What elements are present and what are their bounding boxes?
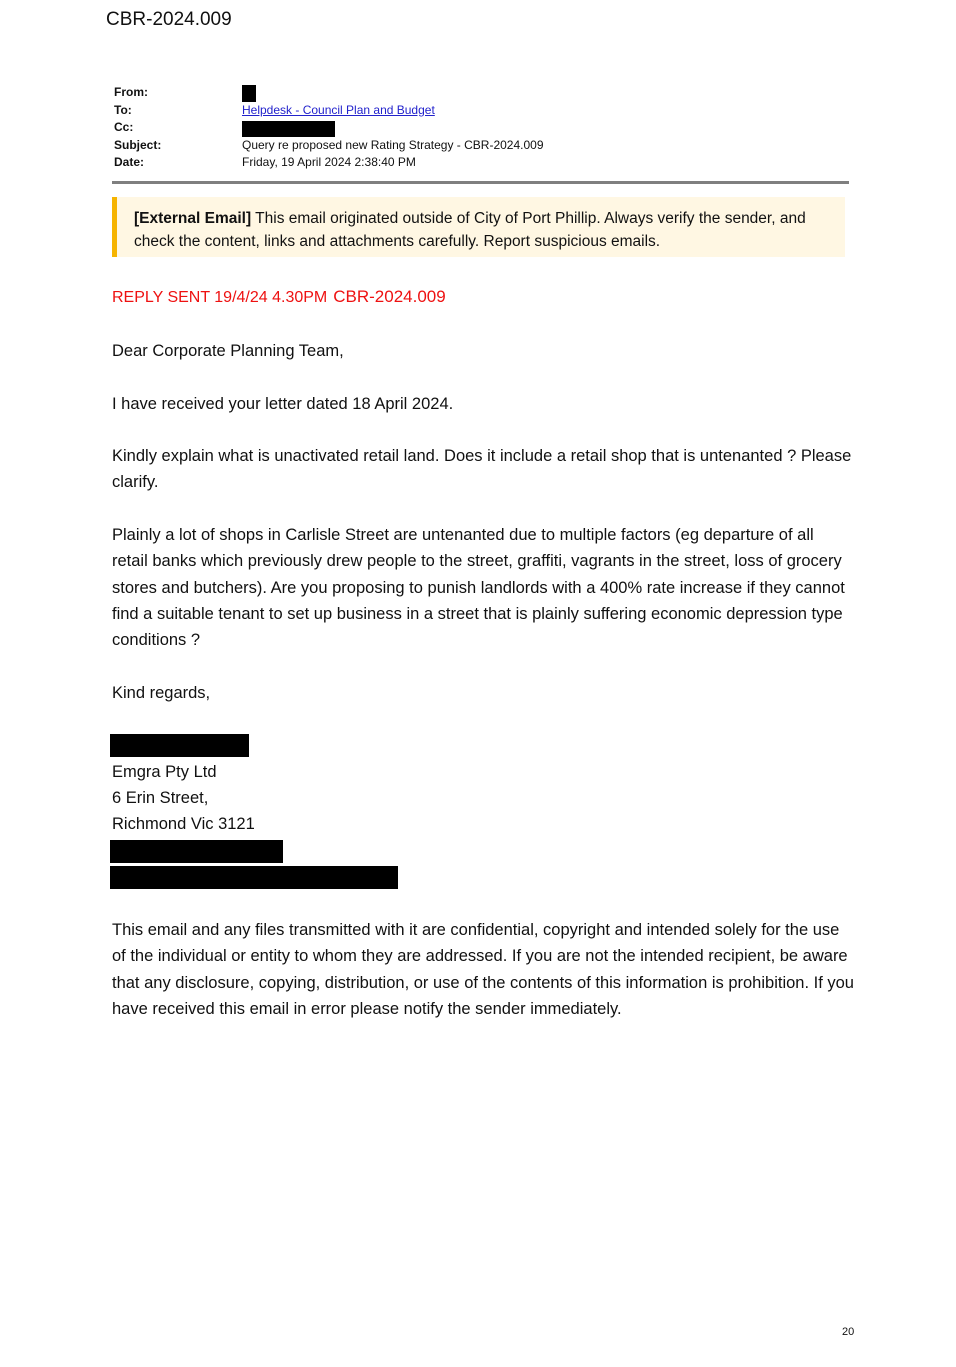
banner-text: This email originated outside of City of Port Phillip. Always verify the sender, and check the content, links and attachments carefully. Report suspicious emails. <box>134 210 806 250</box>
paragraph-3: Plainly a lot of shops in Carlisle Street are untenanted due to multiple factors (eg departure of all retail banks which previously drew people to the street, graffiti, vagrants in the street, loss of grocery stores and butchers). Are you proposing to punish landlords with a 400% rate increase if they cannot find a suitable tenant to set up business in a street that is plainly suffering economic depression type conditions ? <box>112 526 845 650</box>
subject-label: Subject: <box>114 137 162 152</box>
paragraph-1: I have received your letter dated 18 April 2024. <box>112 395 454 413</box>
cc-label: Cc: <box>114 120 134 134</box>
from-row <box>114 84 849 102</box>
closing: Kind regards, <box>112 684 211 702</box>
external-email-banner <box>112 197 845 257</box>
date-value: Friday, 19 April 2024 2:38:40 PM <box>242 155 416 169</box>
from-label: From: <box>114 85 148 99</box>
confidentiality-disclaimer: This email and any files transmitted with it are confidential, copyright and intended solely for the use of the individual or entity to whom they are addressed. If you are not the intended recipient, be aware that any disclosure, copying, distribution, or use of the contents of this information is prohibition. If you have received this email in error please notify the sender immediately. <box>112 921 854 1018</box>
reply-sent-text: REPLY SENT 19/4/24 4.30PM <box>112 289 328 306</box>
redacted-signature-email <box>110 866 398 889</box>
to-label: To: <box>114 102 132 117</box>
signature-address-1: 6 Erin Street, <box>112 789 209 807</box>
header-divider <box>112 181 849 184</box>
date-label: Date: <box>114 155 145 169</box>
document-id: CBR-2024.009 <box>106 9 232 30</box>
redacted-sender <box>242 85 256 102</box>
subject-value: Query re proposed new Rating Strategy - CBR-2024.009 <box>242 137 544 152</box>
reply-sent-ref: CBR-2024.009 <box>333 287 446 306</box>
redacted-signature-name <box>110 734 249 757</box>
greeting: Dear Corporate Planning Team, <box>112 342 344 360</box>
signature-company: Emgra Pty Ltd <box>112 763 217 781</box>
from-value <box>242 84 849 102</box>
email-header <box>114 84 849 172</box>
to-row <box>114 102 849 120</box>
banner-tag: [External Email] <box>134 210 252 227</box>
redacted-cc <box>242 121 335 137</box>
signature-address-2: Richmond Vic 3121 <box>112 815 255 833</box>
cc-row <box>114 119 849 137</box>
redacted-signature-phone <box>110 840 283 863</box>
subject-row <box>114 137 849 155</box>
reply-sent-note <box>112 287 446 307</box>
date-row <box>114 154 849 172</box>
paragraph-2: Kindly explain what is unactivated retail land. Does it include a retail shop that is untenanted ? Please clarify. <box>112 447 852 492</box>
page-number: 20 <box>842 1326 855 1338</box>
to-link[interactable]: Helpdesk - Council Plan and Budget <box>242 102 435 117</box>
